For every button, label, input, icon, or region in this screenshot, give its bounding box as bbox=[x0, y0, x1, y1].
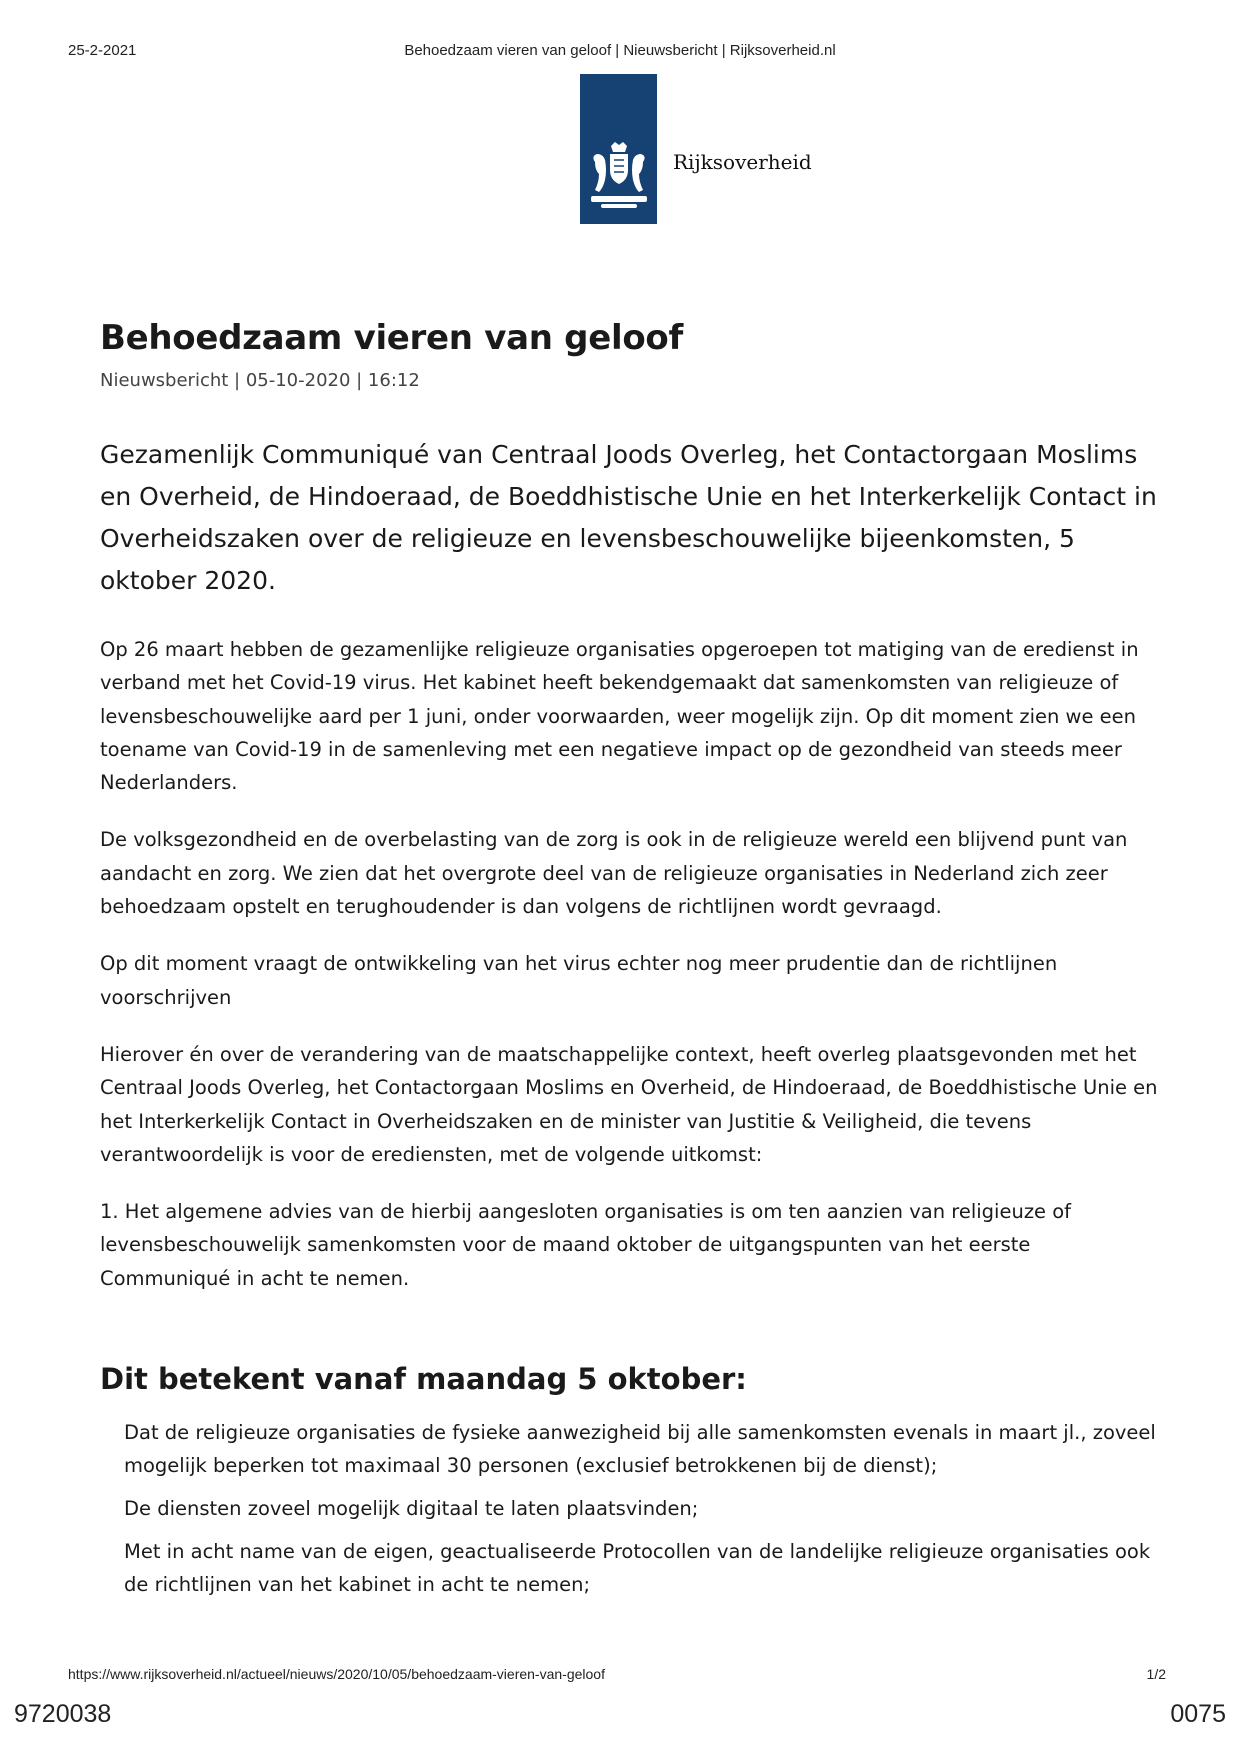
coat-of-arms-icon bbox=[585, 140, 653, 212]
paragraph: Op 26 maart hebben de gezamenlijke religieuze organisaties opgeroepen tot matiging van de eredienst in verband met het Covid-19 virus. Het kabinet heeft bekendgemaakt dat samenkomsten van religieuze of levensbeschouwelijke aard per 1 juni, onder voorwaarden, weer mogelijk zijn. Op dit moment zien we een toename van Covid-19 in de samenleving met een negatieve impact op de gezondheid van steeds meer Nederlanders. bbox=[100, 638, 1139, 795]
paragraph: Hierover én over de verandering van de maatschappelijke context, heeft overleg plaatsgevonden met het Centraal Joods Overleg, het Contactorgaan Moslims en Overheid, de Hindoeraad, de Boeddhistische Unie en het Interkerkelijk Contact in Overheidszaken en de minister van Justitie & Veiligheid, die tevens verantwoordelijk is voor de erediensten, met de volgende uitkomst: bbox=[100, 1042, 1158, 1166]
print-url: https://www.rijksoverheid.nl/actueel/nieuws/2020/10/05/behoedzaam-vieren-van-geloof bbox=[68, 1666, 605, 1682]
list-item: Met in acht name van de eigen, geactualiseerde Protocollen van de landelijke religieuze organisaties ook de richtlijnen van het kabinet in acht te nemen; bbox=[124, 1540, 1151, 1596]
measures-list bbox=[124, 1416, 1164, 1611]
logo-text[interactable]: Rijksoverheid bbox=[673, 150, 812, 174]
print-page-number: 1/2 bbox=[1146, 1666, 1166, 1682]
paragraph: 1. Het algemene advies van de hierbij aangesloten organisaties is om ten aanzien van religieuze of levensbeschouwelijk samenkomsten voor de maand oktober de uitgangspunten van het eerste Communiqué in acht te nemen. bbox=[100, 1200, 1072, 1290]
paragraph: Op dit moment vraagt de ontwikkeling van het virus echter nog meer prudentie dan de richtlijnen voorschrijven bbox=[100, 952, 1058, 1009]
article-lead: Gezamenlijk Communiqué van Centraal Joods Overleg, het Contactorgaan Moslims en Overheid, de Hindoeraad, de Boeddhistische Unie en het Interkerkelijk Contact in Overheidszaken over de religieuze en levensbeschouwelijke bijeenkomsten, 5 oktober 2020. bbox=[100, 440, 1157, 595]
print-date: 25-2-2021 bbox=[68, 42, 137, 59]
article-title: Behoedzaam vieren van geloof bbox=[100, 318, 683, 358]
article-body bbox=[100, 633, 1165, 1319]
list-item: De diensten zoveel mogelijk digitaal te laten plaatsvinden; bbox=[124, 1497, 699, 1520]
page-number-stamp: 0075 bbox=[1170, 1700, 1226, 1728]
print-page-title: Behoedzaam vieren van geloof | Nieuwsbericht | Rijksoverheid.nl bbox=[404, 42, 836, 59]
article-meta: Nieuwsbericht | 05-10-2020 | 16:12 bbox=[100, 370, 420, 391]
paragraph: De volksgezondheid en de overbelasting van de zorg is ook in de religieuze wereld een blijvend punt van aandacht en zorg. We zien dat het overgrote deel van de religieuze organisaties in Nederland zich zeer behoedzaam opstelt en terughoudender is dan volgens de richtlijnen wordt gevraagd. bbox=[100, 828, 1128, 919]
section-heading: Dit betekent vanaf maandag 5 oktober: bbox=[100, 1362, 747, 1396]
document-id-stamp: 9720038 bbox=[14, 1700, 112, 1728]
list-item: Dat de religieuze organisaties de fysieke aanwezigheid bij alle samenkomsten evenals in maart jl., zoveel mogelijk beperken tot maximaal 30 personen (exclusief betrokkenen bij de dienst); bbox=[124, 1421, 1156, 1477]
